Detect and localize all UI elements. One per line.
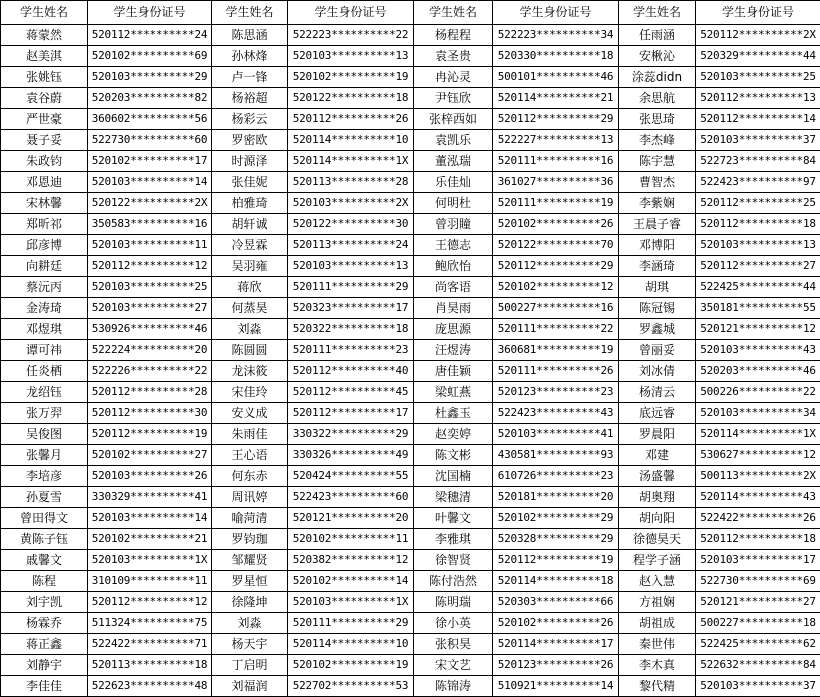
student-id-cell: 520102**********69 <box>88 46 212 67</box>
student-name-cell: 刘淼 <box>212 613 288 634</box>
student-name-cell: 杨霖乔 <box>1 613 88 634</box>
student-name-cell: 徐隆坤 <box>212 592 288 613</box>
student-id-cell: 520112**********45 <box>288 382 414 403</box>
student-name-cell: 刘静宇 <box>1 655 88 676</box>
student-name-cell: 聂子妥 <box>1 130 88 151</box>
student-name-cell: 胡向阳 <box>619 508 696 529</box>
student-name-cell: 李杰峰 <box>619 130 696 151</box>
student-name-cell: 胡祖成 <box>619 613 696 634</box>
student-id-cell: 520103**********14 <box>88 508 212 529</box>
student-name-cell: 袁谷蔚 <box>1 88 88 109</box>
student-name-cell: 胡轩诚 <box>212 214 288 235</box>
table-row <box>1 592 820 613</box>
table-row <box>1 256 820 277</box>
student-name-cell: 邓建 <box>619 445 696 466</box>
student-id-cell: 522423**********43 <box>493 403 619 424</box>
student-name-cell: 丁启明 <box>212 655 288 676</box>
table-row <box>1 550 820 571</box>
student-name-cell: 周讯婷 <box>212 487 288 508</box>
student-id-cell: 520112**********17 <box>288 403 414 424</box>
student-id-cell: 500113**********2X <box>696 466 820 487</box>
student-name-cell: 陈冠锡 <box>619 298 696 319</box>
student-id-cell: 520114**********18 <box>493 571 619 592</box>
student-id-cell: 520103**********14 <box>88 172 212 193</box>
student-id-cell: 522423**********97 <box>696 172 820 193</box>
student-id-cell: 430581**********93 <box>493 445 619 466</box>
student-id-cell: 520112**********18 <box>696 214 820 235</box>
table-row <box>1 445 820 466</box>
student-name-cell: 何蒸昊 <box>212 298 288 319</box>
student-id-cell: 520103**********13 <box>288 46 414 67</box>
student-id-cell: 520122**********18 <box>288 88 414 109</box>
table-row <box>1 676 820 697</box>
student-name-cell: 邱彦博 <box>1 235 88 256</box>
student-id-cell: 520112**********14 <box>696 109 820 130</box>
student-name-cell: 曾田得文 <box>1 508 88 529</box>
student-name-cell: 袁圣贵 <box>414 46 493 67</box>
student-name-cell: 李涵琦 <box>619 256 696 277</box>
student-id-cell: 520323**********17 <box>288 298 414 319</box>
student-id-cell: 520103**********1X <box>88 550 212 571</box>
student-name-cell: 鲍欣怡 <box>414 256 493 277</box>
student-name-cell: 陈付浩然 <box>414 571 493 592</box>
student-name-cell: 张万羿 <box>1 403 88 424</box>
table-row <box>1 25 820 46</box>
student-name-cell: 曾丽妥 <box>619 340 696 361</box>
student-id-cell: 510921**********14 <box>493 676 619 697</box>
student-name-cell: 尚客语 <box>414 277 493 298</box>
student-id-cell: 520103**********1X <box>288 592 414 613</box>
student-id-cell: 500226**********22 <box>696 382 820 403</box>
table-row <box>1 340 820 361</box>
student-name-cell: 冷昱霖 <box>212 235 288 256</box>
table-row <box>1 487 820 508</box>
student-name-cell: 陈宇慧 <box>619 151 696 172</box>
student-id-cell: 520111**********23 <box>288 340 414 361</box>
header-name-2: 学生姓名 <box>212 1 288 25</box>
student-id-cell: 520121**********27 <box>696 592 820 613</box>
student-name-cell: 叶馨文 <box>414 508 493 529</box>
student-id-cell: 520103**********41 <box>493 424 619 445</box>
student-name-cell: 胡琪 <box>619 277 696 298</box>
student-id-cell: 522702**********53 <box>288 676 414 697</box>
table-row <box>1 319 820 340</box>
student-name-cell: 王晨子睿 <box>619 214 696 235</box>
student-name-cell: 陈圆圆 <box>212 340 288 361</box>
student-name-cell: 陈文彬 <box>414 445 493 466</box>
student-name-cell: 卢一锋 <box>212 67 288 88</box>
student-id-cell: 520102**********14 <box>288 571 414 592</box>
table-row <box>1 655 820 676</box>
student-name-cell: 李紫娴 <box>619 193 696 214</box>
student-id-cell: 520103**********29 <box>88 67 212 88</box>
header-id-2: 学生身份证号 <box>288 1 414 25</box>
student-name-cell: 曹智杰 <box>619 172 696 193</box>
student-id-cell: 310109**********11 <box>88 571 212 592</box>
student-id-cell: 522623**********48 <box>88 676 212 697</box>
table-row <box>1 613 820 634</box>
header-name-1: 学生姓名 <box>1 1 88 25</box>
student-id-cell: 522422**********71 <box>88 634 212 655</box>
student-id-cell: 520322**********18 <box>288 319 414 340</box>
student-name-cell: 何东赤 <box>212 466 288 487</box>
student-name-cell: 徐智贤 <box>414 550 493 571</box>
student-id-cell: 520114**********1X <box>696 424 820 445</box>
student-name-cell: 杨天宇 <box>212 634 288 655</box>
table-row <box>1 235 820 256</box>
student-id-cell: 520103**********37 <box>696 676 820 697</box>
table-row <box>1 277 820 298</box>
student-id-cell: 520121**********20 <box>288 508 414 529</box>
student-id-cell: 520112**********24 <box>88 25 212 46</box>
student-name-cell: 邓煜琪 <box>1 319 88 340</box>
student-id-cell: 520111**********29 <box>288 613 414 634</box>
student-name-cell: 朱政钧 <box>1 151 88 172</box>
student-id-cell: 520203**********46 <box>696 361 820 382</box>
student-name-cell: 柏雅琦 <box>212 193 288 214</box>
student-id-cell: 520112**********12 <box>88 256 212 277</box>
student-id-cell: 520111**********22 <box>493 319 619 340</box>
student-name-cell: 涂蕊didn <box>619 67 696 88</box>
student-id-cell: 522223**********22 <box>288 25 414 46</box>
student-name-cell: 李雅琪 <box>414 529 493 550</box>
student-name-cell: 邹耀贤 <box>212 550 288 571</box>
student-name-cell: 刘冰倩 <box>619 361 696 382</box>
student-name-cell: 赵美淇 <box>1 46 88 67</box>
student-id-cell: 520102**********19 <box>288 67 414 88</box>
student-id-cell: 520103**********27 <box>88 298 212 319</box>
student-id-cell: 520112**********29 <box>493 256 619 277</box>
student-name-cell: 蒋欣 <box>212 277 288 298</box>
student-name-cell: 罗密欧 <box>212 130 288 151</box>
student-id-cell: 520113**********24 <box>288 235 414 256</box>
student-name-cell: 孙林烽 <box>212 46 288 67</box>
student-name-cell: 尹钰欣 <box>414 88 493 109</box>
student-name-cell: 杨裕超 <box>212 88 288 109</box>
student-name-cell: 肖昊雨 <box>414 298 493 319</box>
student-id-cell: 522425**********62 <box>696 634 820 655</box>
student-id-cell: 522723**********84 <box>696 151 820 172</box>
student-name-cell: 喻菏清 <box>212 508 288 529</box>
student-id-cell: 520102**********29 <box>493 508 619 529</box>
student-name-cell: 庞思源 <box>414 319 493 340</box>
student-id-cell: 522227**********13 <box>493 130 619 151</box>
student-name-cell: 赵奕婷 <box>414 424 493 445</box>
student-name-cell: 宋林馨 <box>1 193 88 214</box>
student-id-cell: 520112**********30 <box>88 403 212 424</box>
student-name-cell: 安义成 <box>212 403 288 424</box>
student-id-cell: 520103**********2X <box>288 193 414 214</box>
table-row <box>1 529 820 550</box>
student-id-cell: 520181**********20 <box>493 487 619 508</box>
student-id-cell: 530627**********12 <box>696 445 820 466</box>
student-name-cell: 李佳佳 <box>1 676 88 697</box>
student-name-cell: 张佳妮 <box>212 172 288 193</box>
student-name-cell: 李培彦 <box>1 466 88 487</box>
student-name-cell: 余思航 <box>619 88 696 109</box>
table-row <box>1 67 820 88</box>
student-id-cell: 520114**********10 <box>288 634 414 655</box>
student-name-cell: 胡奥翔 <box>619 487 696 508</box>
student-name-cell: 刘淼 <box>212 319 288 340</box>
student-name-cell: 黄陈子钰 <box>1 529 88 550</box>
table-body <box>1 25 820 697</box>
student-id-cell: 530926**********46 <box>88 319 212 340</box>
student-name-cell: 郑昕祁 <box>1 214 88 235</box>
student-id-cell: 520424**********55 <box>288 466 414 487</box>
student-name-cell: 罗钧珈 <box>212 529 288 550</box>
student-name-cell: 安楸沁 <box>619 46 696 67</box>
student-name-cell: 王心语 <box>212 445 288 466</box>
header-row <box>1 1 820 25</box>
student-name-cell: 董泓瑞 <box>414 151 493 172</box>
student-id-cell: 520103**********11 <box>88 235 212 256</box>
table-row <box>1 508 820 529</box>
table-row <box>1 298 820 319</box>
student-name-cell: 汤盛馨 <box>619 466 696 487</box>
student-name-cell: 罗鑫城 <box>619 319 696 340</box>
student-id-cell: 520103**********26 <box>88 466 212 487</box>
student-id-cell: 520102**********26 <box>493 613 619 634</box>
table-row <box>1 130 820 151</box>
student-id-cell: 350181**********55 <box>696 298 820 319</box>
student-name-cell: 蒋蒙然 <box>1 25 88 46</box>
student-name-cell: 程学子涵 <box>619 550 696 571</box>
table-row <box>1 403 820 424</box>
student-id-cell: 520103**********25 <box>696 67 820 88</box>
student-id-cell: 520112**********27 <box>696 256 820 277</box>
student-name-cell: 王德志 <box>414 235 493 256</box>
student-name-cell: 张姚钰 <box>1 67 88 88</box>
student-id-cell: 520111**********16 <box>493 151 619 172</box>
student-name-cell: 陈明瑞 <box>414 592 493 613</box>
student-id-cell: 520111**********26 <box>493 361 619 382</box>
student-name-cell: 宋佳玲 <box>212 382 288 403</box>
student-name-cell: 张馨月 <box>1 445 88 466</box>
student-id-cell: 520123**********26 <box>493 655 619 676</box>
student-id-cell: 520113**********18 <box>88 655 212 676</box>
student-id-cell: 522223**********34 <box>493 25 619 46</box>
table-row <box>1 361 820 382</box>
student-id-cell: 360681**********19 <box>493 340 619 361</box>
student-name-cell: 张积昊 <box>414 634 493 655</box>
student-name-cell: 向耕廷 <box>1 256 88 277</box>
student-name-cell: 刘宇凯 <box>1 592 88 613</box>
student-id-cell: 520102**********27 <box>88 445 212 466</box>
student-id-cell: 520112**********18 <box>696 529 820 550</box>
student-name-cell: 吴羽雍 <box>212 256 288 277</box>
student-name-cell: 乐佳灿 <box>414 172 493 193</box>
student-name-cell: 时源泽 <box>212 151 288 172</box>
student-id-cell: 520112**********28 <box>88 382 212 403</box>
student-name-cell: 黎代精 <box>619 676 696 697</box>
student-name-cell: 唐佳颖 <box>414 361 493 382</box>
student-name-cell: 杨程程 <box>414 25 493 46</box>
student-id-cell: 520114**********43 <box>696 487 820 508</box>
student-id-cell: 522730**********60 <box>88 130 212 151</box>
table-row <box>1 571 820 592</box>
student-name-cell: 龙沫筱 <box>212 361 288 382</box>
student-id-cell: 520112**********2X <box>696 25 820 46</box>
student-name-cell: 孙夏雪 <box>1 487 88 508</box>
student-name-cell: 龙绍钰 <box>1 382 88 403</box>
student-name-cell: 汪煜涛 <box>414 340 493 361</box>
student-id-cell: 520122**********2X <box>88 193 212 214</box>
student-name-cell: 谭可祎 <box>1 340 88 361</box>
student-id-cell: 500227**********16 <box>493 298 619 319</box>
student-id-cell: 520303**********66 <box>493 592 619 613</box>
student-name-cell: 徐德昊天 <box>619 529 696 550</box>
table-row <box>1 466 820 487</box>
student-id-cell: 520329**********44 <box>696 46 820 67</box>
student-name-cell: 陈思涵 <box>212 25 288 46</box>
student-name-cell: 杨清云 <box>619 382 696 403</box>
header-id-4: 学生身份证号 <box>696 1 820 25</box>
student-id-cell: 522632**********84 <box>696 655 820 676</box>
table-row <box>1 151 820 172</box>
student-id-cell: 520103**********43 <box>696 340 820 361</box>
student-id-cell: 520328**********29 <box>493 529 619 550</box>
student-name-cell: 金涛琦 <box>1 298 88 319</box>
student-id-cell: 520111**********29 <box>288 277 414 298</box>
student-id-cell: 520112**********25 <box>696 193 820 214</box>
student-name-cell: 张思琦 <box>619 109 696 130</box>
student-name-cell: 梁虹燕 <box>414 382 493 403</box>
student-id-cell: 330326**********49 <box>288 445 414 466</box>
student-id-cell: 360602**********56 <box>88 109 212 130</box>
student-id-cell: 520114**********17 <box>493 634 619 655</box>
student-id-cell: 522425**********44 <box>696 277 820 298</box>
student-id-cell: 520112**********40 <box>288 361 414 382</box>
student-name-cell: 蒋正鑫 <box>1 634 88 655</box>
student-id-cell: 500101**********46 <box>493 67 619 88</box>
student-id-cell: 520123**********23 <box>493 382 619 403</box>
table-row <box>1 382 820 403</box>
student-name-cell: 陈锦涛 <box>414 676 493 697</box>
student-id-cell: 520103**********34 <box>696 403 820 424</box>
table-row <box>1 424 820 445</box>
student-id-cell: 520103**********17 <box>696 550 820 571</box>
student-id-cell: 610726**********23 <box>493 466 619 487</box>
student-id-cell: 520103**********13 <box>696 235 820 256</box>
student-name-cell: 严世豪 <box>1 109 88 130</box>
student-name-cell: 戚馨文 <box>1 550 88 571</box>
student-name-cell: 罗晨阳 <box>619 424 696 445</box>
student-name-cell: 冉沁灵 <box>414 67 493 88</box>
student-id-cell: 520122**********70 <box>493 235 619 256</box>
table-row <box>1 88 820 109</box>
header-id-3: 学生身份证号 <box>493 1 619 25</box>
student-id-cell: 522226**********22 <box>88 361 212 382</box>
student-id-cell: 330322**********29 <box>288 424 414 445</box>
student-name-cell: 曾羽瞳 <box>414 214 493 235</box>
student-id-cell: 361027**********36 <box>493 172 619 193</box>
table-row <box>1 214 820 235</box>
student-id-cell: 520121**********12 <box>696 319 820 340</box>
student-id-cell: 520112**********29 <box>493 109 619 130</box>
student-id-cell: 522422**********26 <box>696 508 820 529</box>
student-id-cell: 520113**********28 <box>288 172 414 193</box>
student-name-cell: 张梓西如 <box>414 109 493 130</box>
student-name-cell: 吴俊图 <box>1 424 88 445</box>
student-name-cell: 李木真 <box>619 655 696 676</box>
header-name-3: 学生姓名 <box>414 1 493 25</box>
student-name-cell: 徐小英 <box>414 613 493 634</box>
student-id-cell: 520114**********21 <box>493 88 619 109</box>
student-id-cell: 520330**********18 <box>493 46 619 67</box>
student-id-cell: 500227**********18 <box>696 613 820 634</box>
student-name-cell: 杨彩云 <box>212 109 288 130</box>
student-name-cell: 刘福润 <box>212 676 288 697</box>
student-id-cell: 330329**********41 <box>88 487 212 508</box>
student-id-cell: 520103**********37 <box>696 130 820 151</box>
student-id-cell: 520114**********1X <box>288 151 414 172</box>
student-name-cell: 宋文艺 <box>414 655 493 676</box>
student-id-cell: 522224**********20 <box>88 340 212 361</box>
student-name-cell: 陈程 <box>1 571 88 592</box>
student-id-cell: 520102**********21 <box>88 529 212 550</box>
table-row <box>1 46 820 67</box>
header-name-4: 学生姓名 <box>619 1 696 25</box>
header-id-1: 学生身份证号 <box>88 1 212 25</box>
student-name-cell: 朱雨佳 <box>212 424 288 445</box>
student-id-cell: 350583**********16 <box>88 214 212 235</box>
student-name-cell: 罗星恒 <box>212 571 288 592</box>
student-id-cell: 520111**********19 <box>493 193 619 214</box>
student-name-cell: 梁穗清 <box>414 487 493 508</box>
student-name-cell: 任雨涵 <box>619 25 696 46</box>
table-row <box>1 172 820 193</box>
student-id-cell: 520103**********25 <box>88 277 212 298</box>
student-name-cell: 方祖娴 <box>619 592 696 613</box>
student-id-cell: 511324**********75 <box>88 613 212 634</box>
student-id-cell: 520122**********30 <box>288 214 414 235</box>
student-id-cell: 522730**********69 <box>696 571 820 592</box>
student-name-cell: 蔡沅丙 <box>1 277 88 298</box>
student-id-cell: 520102**********26 <box>493 214 619 235</box>
student-id-cell: 520102**********11 <box>288 529 414 550</box>
table-row <box>1 193 820 214</box>
student-name-cell: 邓博阳 <box>619 235 696 256</box>
student-id-cell: 520103**********13 <box>288 256 414 277</box>
student-name-cell: 底远睿 <box>619 403 696 424</box>
student-name-cell: 赵入慧 <box>619 571 696 592</box>
student-id-cell: 520382**********12 <box>288 550 414 571</box>
student-id-cell: 522423**********60 <box>288 487 414 508</box>
student-id-cell: 520112**********26 <box>288 109 414 130</box>
table-row <box>1 109 820 130</box>
table-row <box>1 634 820 655</box>
student-name-cell: 杜鑫玉 <box>414 403 493 424</box>
student-name-cell: 沈国楠 <box>414 466 493 487</box>
student-id-cell: 520112**********19 <box>493 550 619 571</box>
student-id-cell: 520112**********13 <box>696 88 820 109</box>
student-id-cell: 520102**********19 <box>288 655 414 676</box>
student-name-cell: 邓恩迪 <box>1 172 88 193</box>
student-id-cell: 520114**********10 <box>288 130 414 151</box>
student-name-cell: 秦世伟 <box>619 634 696 655</box>
student-id-cell: 520102**********17 <box>88 151 212 172</box>
student-name-cell: 何明杜 <box>414 193 493 214</box>
student-id-cell: 520112**********19 <box>88 424 212 445</box>
student-id-cell: 520102**********12 <box>493 277 619 298</box>
student-id-cell: 520203**********82 <box>88 88 212 109</box>
student-name-cell: 任炎栖 <box>1 361 88 382</box>
student-id-cell: 520112**********12 <box>88 592 212 613</box>
student-name-cell: 袁凯乐 <box>414 130 493 151</box>
